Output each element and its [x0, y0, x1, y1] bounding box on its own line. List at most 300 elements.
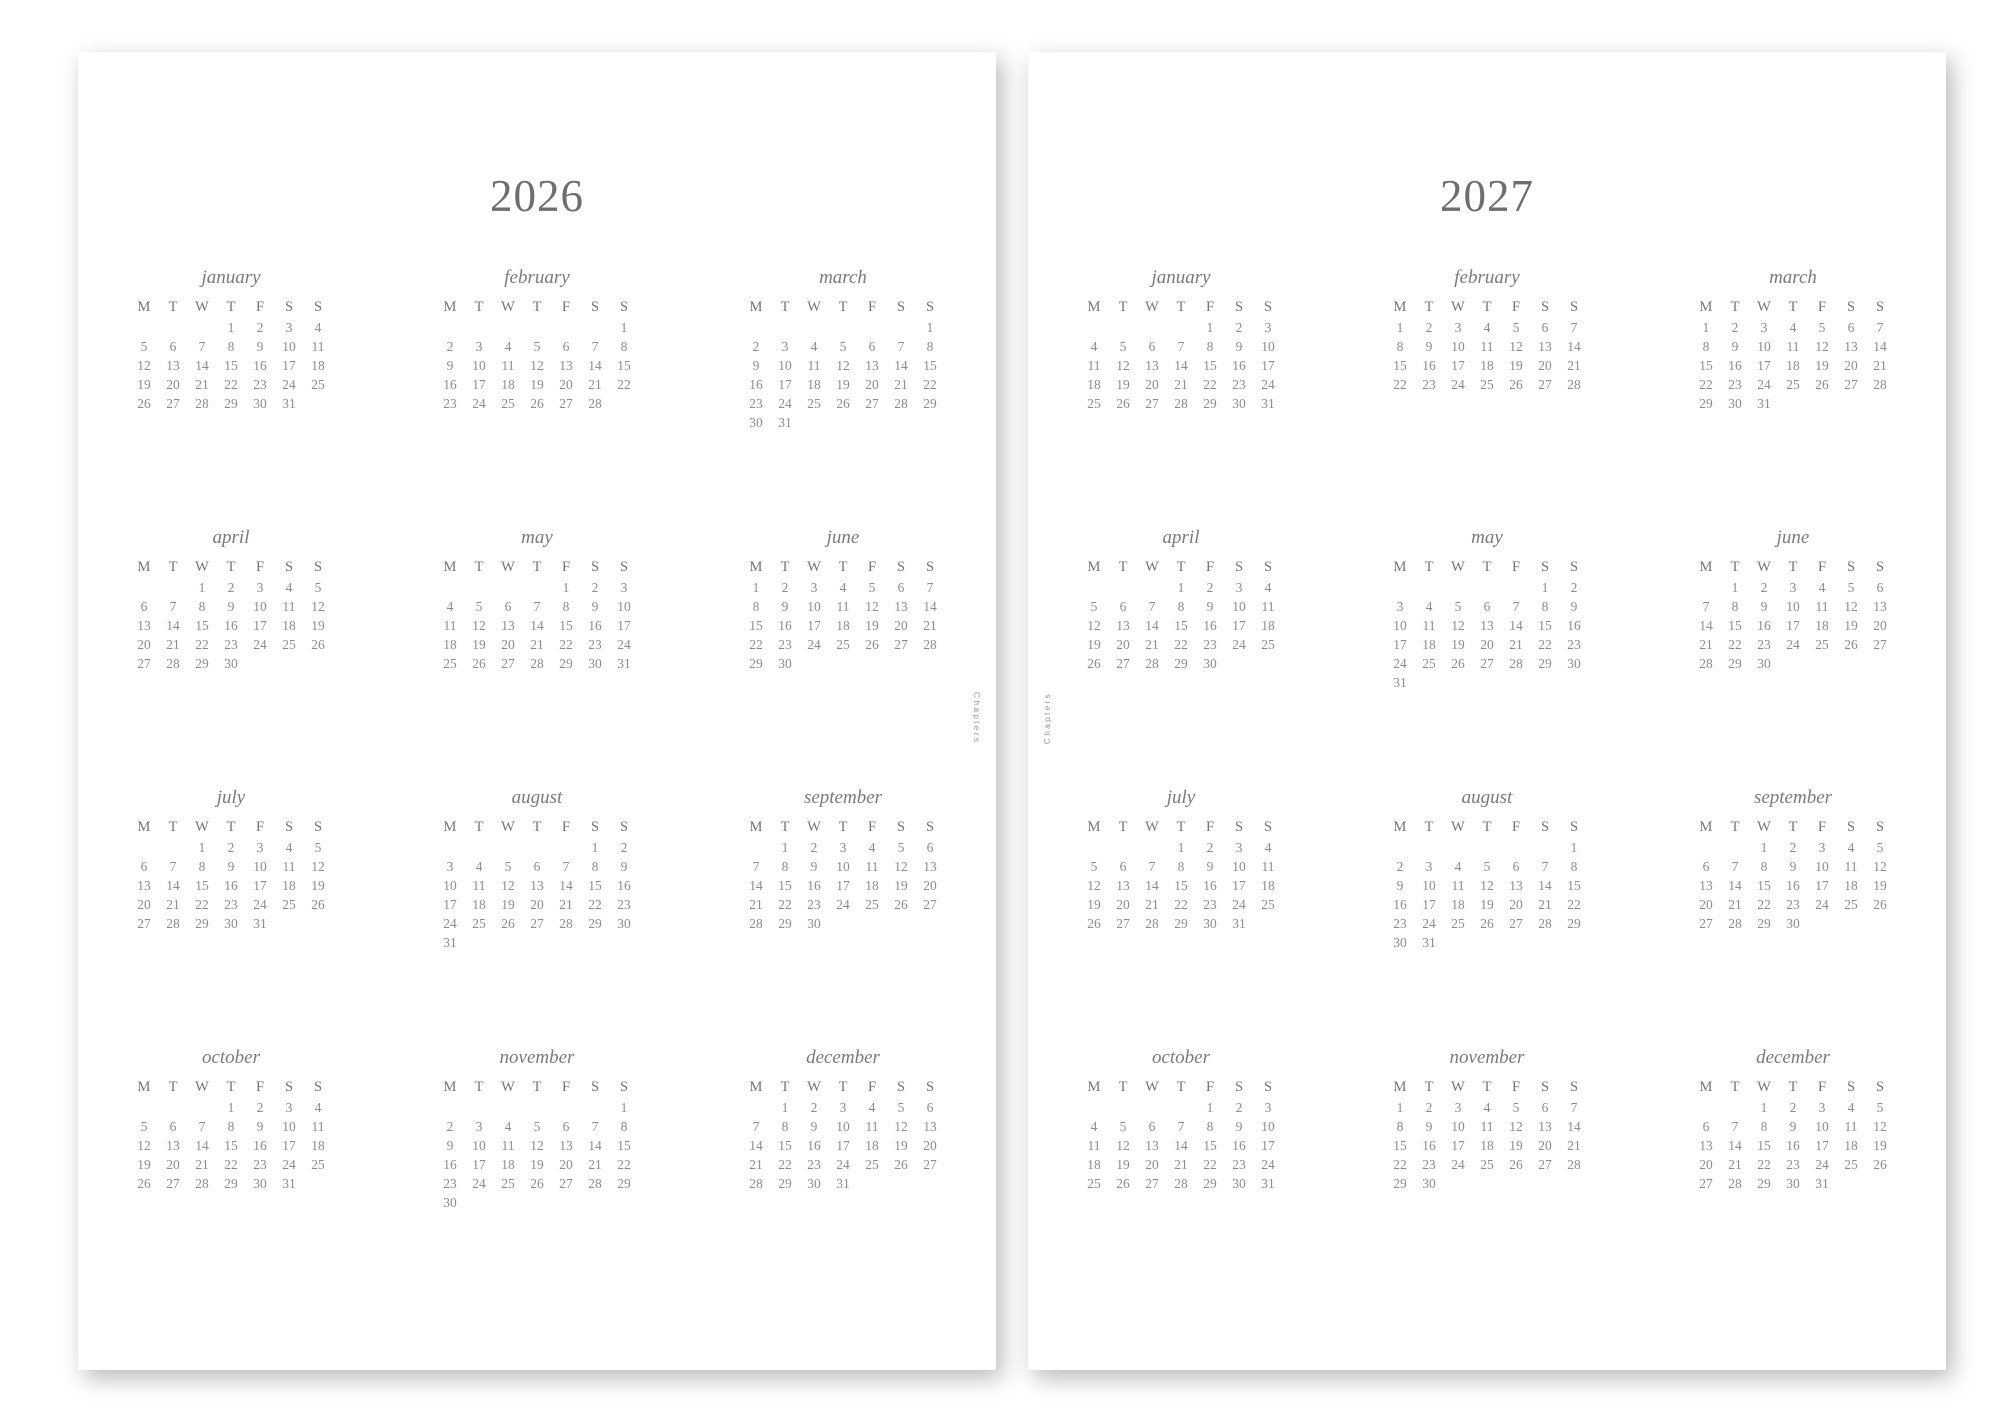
day-cell[interactable]: 16 [588, 618, 602, 633]
day-cell[interactable]: 16 [1728, 358, 1742, 373]
day-cell[interactable]: 1 [781, 840, 789, 855]
day-cell[interactable]: 14 [749, 878, 763, 893]
day-cell[interactable]: 7 [1731, 859, 1739, 874]
day-cell[interactable]: 4 [1483, 320, 1491, 335]
day-cell[interactable]: 4 [1264, 580, 1272, 595]
day-cell[interactable]: 1 [562, 580, 570, 595]
day-cell[interactable]: 7 [198, 339, 206, 354]
day-cell[interactable]: 1 [1177, 580, 1185, 595]
day-cell[interactable]: 1 [1570, 840, 1578, 855]
day-cell[interactable]: 16 [253, 1138, 267, 1153]
day-cell[interactable]: 19 [472, 637, 486, 652]
day-cell[interactable]: 19 [1873, 878, 1887, 893]
day-cell[interactable]: 21 [1509, 637, 1523, 652]
day-cell[interactable]: 9 [1425, 1119, 1433, 1134]
day-cell[interactable]: 30 [807, 916, 821, 931]
day-cell[interactable]: 24 [1815, 1157, 1829, 1172]
day-cell[interactable]: 28 [749, 916, 763, 931]
day-cell[interactable]: 29 [1728, 656, 1742, 671]
day-cell[interactable]: 14 [588, 358, 602, 373]
day-cell[interactable]: 30 [253, 396, 267, 411]
day-cell[interactable]: 28 [588, 1176, 602, 1191]
day-cell[interactable]: 23 [1786, 1157, 1800, 1172]
day-cell[interactable]: 28 [1538, 916, 1552, 931]
day-cell[interactable]: 21 [530, 637, 544, 652]
day-cell[interactable]: 22 [195, 637, 209, 652]
day-cell[interactable]: 18 [1451, 897, 1465, 912]
day-cell[interactable]: 5 [140, 339, 148, 354]
day-cell[interactable]: 1 [198, 840, 206, 855]
day-cell[interactable]: 30 [778, 656, 792, 671]
day-cell[interactable]: 17 [1393, 637, 1407, 652]
day-cell[interactable]: 8 [1177, 599, 1185, 614]
day-cell[interactable]: 27 [166, 396, 180, 411]
day-cell[interactable]: 13 [1509, 878, 1523, 893]
day-cell[interactable]: 15 [617, 358, 631, 373]
day-cell[interactable]: 16 [1232, 1138, 1246, 1153]
day-cell[interactable]: 9 [256, 339, 264, 354]
day-cell[interactable]: 5 [868, 580, 876, 595]
day-cell[interactable]: 12 [1509, 1119, 1523, 1134]
day-cell[interactable]: 9 [227, 859, 235, 874]
day-cell[interactable]: 30 [253, 1176, 267, 1191]
day-cell[interactable]: 17 [1786, 618, 1800, 633]
day-cell[interactable]: 15 [1174, 878, 1188, 893]
day-cell[interactable]: 2 [591, 580, 599, 595]
day-cell[interactable]: 28 [1174, 396, 1188, 411]
day-cell[interactable]: 20 [1480, 637, 1494, 652]
day-cell[interactable]: 16 [1786, 1138, 1800, 1153]
day-cell[interactable]: 11 [311, 1119, 325, 1134]
day-cell[interactable]: 18 [443, 637, 457, 652]
day-cell[interactable]: 7 [198, 1119, 206, 1134]
day-cell[interactable]: 18 [501, 1157, 515, 1172]
day-cell[interactable]: 17 [1815, 878, 1829, 893]
day-cell[interactable]: 22 [559, 637, 573, 652]
day-cell[interactable]: 1 [1396, 320, 1404, 335]
day-cell[interactable]: 19 [1480, 897, 1494, 912]
day-cell[interactable]: 21 [1728, 1157, 1742, 1172]
day-cell[interactable]: 26 [530, 1176, 544, 1191]
day-cell[interactable]: 9 [227, 599, 235, 614]
day-cell[interactable]: 4 [1818, 580, 1826, 595]
day-cell[interactable]: 15 [1728, 618, 1742, 633]
day-cell[interactable]: 28 [1728, 916, 1742, 931]
day-cell[interactable]: 30 [617, 916, 631, 931]
day-cell[interactable]: 24 [1451, 377, 1465, 392]
day-cell[interactable]: 21 [1567, 358, 1581, 373]
day-cell[interactable]: 19 [501, 897, 515, 912]
day-cell[interactable]: 7 [1876, 320, 1884, 335]
day-cell[interactable]: 10 [1786, 599, 1800, 614]
day-cell[interactable]: 19 [1451, 637, 1465, 652]
day-cell[interactable]: 31 [1261, 396, 1275, 411]
day-cell[interactable]: 12 [530, 358, 544, 373]
day-cell[interactable]: 27 [1699, 916, 1713, 931]
day-cell[interactable]: 3 [839, 840, 847, 855]
day-cell[interactable]: 8 [781, 1119, 789, 1134]
day-cell[interactable]: 14 [749, 1138, 763, 1153]
day-cell[interactable]: 2 [1206, 840, 1214, 855]
day-cell[interactable]: 14 [195, 1138, 209, 1153]
day-cell[interactable]: 6 [1483, 599, 1491, 614]
day-cell[interactable]: 21 [1728, 897, 1742, 912]
day-cell[interactable]: 18 [1480, 358, 1494, 373]
day-cell[interactable]: 27 [894, 637, 908, 652]
day-cell[interactable]: 2 [1760, 580, 1768, 595]
day-cell[interactable]: 13 [166, 358, 180, 373]
day-cell[interactable]: 11 [472, 878, 486, 893]
day-cell[interactable]: 5 [1512, 320, 1520, 335]
day-cell[interactable]: 10 [778, 358, 792, 373]
day-cell[interactable]: 6 [1148, 1119, 1156, 1134]
day-cell[interactable]: 20 [166, 1157, 180, 1172]
day-cell[interactable]: 4 [475, 859, 483, 874]
day-cell[interactable]: 21 [1699, 637, 1713, 652]
day-cell[interactable]: 5 [1512, 1100, 1520, 1115]
day-cell[interactable]: 8 [198, 599, 206, 614]
day-cell[interactable]: 19 [1509, 1138, 1523, 1153]
day-cell[interactable]: 10 [282, 1119, 296, 1134]
day-cell[interactable]: 19 [530, 1157, 544, 1172]
day-cell[interactable]: 6 [1512, 859, 1520, 874]
day-cell[interactable]: 20 [1145, 377, 1159, 392]
day-cell[interactable]: 20 [559, 377, 573, 392]
day-cell[interactable]: 30 [1786, 1176, 1800, 1191]
day-cell[interactable]: 27 [923, 897, 937, 912]
day-cell[interactable]: 9 [1731, 339, 1739, 354]
day-cell[interactable]: 17 [1261, 358, 1275, 373]
day-cell[interactable]: 8 [562, 599, 570, 614]
day-cell[interactable]: 23 [443, 396, 457, 411]
day-cell[interactable]: 12 [1087, 618, 1101, 633]
day-cell[interactable]: 2 [1206, 580, 1214, 595]
day-cell[interactable]: 31 [253, 916, 267, 931]
day-cell[interactable]: 6 [504, 599, 512, 614]
day-cell[interactable]: 11 [1087, 358, 1101, 373]
day-cell[interactable]: 14 [894, 358, 908, 373]
day-cell[interactable]: 29 [1203, 1176, 1217, 1191]
day-cell[interactable]: 12 [311, 599, 325, 614]
day-cell[interactable]: 2 [1396, 859, 1404, 874]
day-cell[interactable]: 13 [865, 358, 879, 373]
day-cell[interactable]: 13 [1538, 1119, 1552, 1134]
day-cell[interactable]: 25 [311, 1157, 325, 1172]
day-cell[interactable]: 24 [253, 637, 267, 652]
day-cell[interactable]: 20 [559, 1157, 573, 1172]
day-cell[interactable]: 27 [137, 656, 151, 671]
day-cell[interactable]: 31 [836, 1176, 850, 1191]
day-cell[interactable]: 5 [1090, 599, 1098, 614]
day-cell[interactable]: 7 [169, 859, 177, 874]
day-cell[interactable]: 16 [1567, 618, 1581, 633]
day-cell[interactable]: 7 [1177, 1119, 1185, 1134]
day-cell[interactable]: 25 [1422, 656, 1436, 671]
day-cell[interactable]: 1 [926, 320, 934, 335]
day-cell[interactable]: 15 [559, 618, 573, 633]
day-cell[interactable]: 28 [1145, 656, 1159, 671]
day-cell[interactable]: 7 [1177, 339, 1185, 354]
day-cell[interactable]: 12 [1844, 599, 1858, 614]
day-cell[interactable]: 1 [1760, 840, 1768, 855]
day-cell[interactable]: 7 [169, 599, 177, 614]
day-cell[interactable]: 30 [1232, 396, 1246, 411]
day-cell[interactable]: 25 [836, 637, 850, 652]
day-cell[interactable]: 24 [1815, 897, 1829, 912]
day-cell[interactable]: 4 [1847, 840, 1855, 855]
day-cell[interactable]: 29 [923, 396, 937, 411]
day-cell[interactable]: 5 [897, 840, 905, 855]
day-cell[interactable]: 19 [1844, 618, 1858, 633]
day-cell[interactable]: 22 [617, 377, 631, 392]
day-cell[interactable]: 25 [1844, 1157, 1858, 1172]
day-cell[interactable]: 19 [865, 618, 879, 633]
day-cell[interactable]: 23 [588, 637, 602, 652]
day-cell[interactable]: 13 [1116, 878, 1130, 893]
day-cell[interactable]: 8 [620, 1119, 628, 1134]
day-cell[interactable]: 26 [1873, 897, 1887, 912]
day-cell[interactable]: 27 [137, 916, 151, 931]
day-cell[interactable]: 8 [1731, 599, 1739, 614]
day-cell[interactable]: 27 [1844, 377, 1858, 392]
day-cell[interactable]: 1 [1541, 580, 1549, 595]
day-cell[interactable]: 18 [1261, 618, 1275, 633]
day-cell[interactable]: 14 [166, 618, 180, 633]
day-cell[interactable]: 27 [559, 396, 573, 411]
day-cell[interactable]: 6 [169, 1119, 177, 1134]
day-cell[interactable]: 19 [1116, 1157, 1130, 1172]
day-cell[interactable]: 9 [1789, 1119, 1797, 1134]
day-cell[interactable]: 16 [1203, 618, 1217, 633]
day-cell[interactable]: 22 [778, 897, 792, 912]
day-cell[interactable]: 6 [1119, 599, 1127, 614]
day-cell[interactable]: 19 [1873, 1138, 1887, 1153]
day-cell[interactable]: 29 [1567, 916, 1581, 931]
day-cell[interactable]: 5 [314, 580, 322, 595]
day-cell[interactable]: 22 [923, 377, 937, 392]
day-cell[interactable]: 9 [591, 599, 599, 614]
day-cell[interactable]: 4 [1454, 859, 1462, 874]
day-cell[interactable]: 28 [588, 396, 602, 411]
day-cell[interactable]: 23 [1203, 897, 1217, 912]
day-cell[interactable]: 13 [1538, 339, 1552, 354]
day-cell[interactable]: 14 [1873, 339, 1887, 354]
day-cell[interactable]: 16 [807, 878, 821, 893]
day-cell[interactable]: 25 [1087, 1176, 1101, 1191]
day-cell[interactable]: 21 [1873, 358, 1887, 373]
day-cell[interactable]: 24 [472, 1176, 486, 1191]
day-cell[interactable]: 7 [1570, 320, 1578, 335]
day-cell[interactable]: 17 [443, 897, 457, 912]
day-cell[interactable]: 25 [1261, 637, 1275, 652]
day-cell[interactable]: 14 [1509, 618, 1523, 633]
day-cell[interactable]: 18 [282, 878, 296, 893]
day-cell[interactable]: 21 [923, 618, 937, 633]
day-cell[interactable]: 18 [807, 377, 821, 392]
day-cell[interactable]: 9 [810, 859, 818, 874]
day-cell[interactable]: 21 [1174, 377, 1188, 392]
day-cell[interactable]: 15 [1757, 878, 1771, 893]
day-cell[interactable]: 31 [1757, 396, 1771, 411]
day-cell[interactable]: 8 [227, 1119, 235, 1134]
day-cell[interactable]: 12 [1480, 878, 1494, 893]
day-cell[interactable]: 18 [1815, 618, 1829, 633]
day-cell[interactable]: 30 [1786, 916, 1800, 931]
day-cell[interactable]: 24 [1232, 637, 1246, 652]
day-cell[interactable]: 31 [778, 415, 792, 430]
day-cell[interactable]: 10 [836, 1119, 850, 1134]
day-cell[interactable]: 5 [504, 859, 512, 874]
day-cell[interactable]: 9 [781, 599, 789, 614]
day-cell[interactable]: 3 [256, 840, 264, 855]
day-cell[interactable]: 14 [1174, 1138, 1188, 1153]
day-cell[interactable]: 25 [1451, 916, 1465, 931]
day-cell[interactable]: 21 [1145, 897, 1159, 912]
day-cell[interactable]: 9 [752, 358, 760, 373]
day-cell[interactable]: 12 [1815, 339, 1829, 354]
day-cell[interactable]: 4 [285, 580, 293, 595]
day-cell[interactable]: 28 [1873, 377, 1887, 392]
day-cell[interactable]: 22 [749, 637, 763, 652]
day-cell[interactable]: 4 [1483, 1100, 1491, 1115]
day-cell[interactable]: 2 [1235, 1100, 1243, 1115]
day-cell[interactable]: 4 [810, 339, 818, 354]
day-cell[interactable]: 2 [620, 840, 628, 855]
day-cell[interactable]: 11 [836, 599, 850, 614]
day-cell[interactable]: 12 [894, 859, 908, 874]
day-cell[interactable]: 25 [501, 396, 515, 411]
day-cell[interactable]: 1 [620, 320, 628, 335]
day-cell[interactable]: 23 [443, 1176, 457, 1191]
day-cell[interactable]: 28 [1567, 1157, 1581, 1172]
day-cell[interactable]: 3 [1818, 840, 1826, 855]
day-cell[interactable]: 27 [1699, 1176, 1713, 1191]
day-cell[interactable]: 25 [282, 897, 296, 912]
day-cell[interactable]: 20 [1538, 358, 1552, 373]
day-cell[interactable]: 15 [195, 878, 209, 893]
day-cell[interactable]: 10 [1261, 339, 1275, 354]
day-cell[interactable]: 18 [311, 1138, 325, 1153]
day-cell[interactable]: 19 [137, 1157, 151, 1172]
day-cell[interactable]: 2 [1570, 580, 1578, 595]
day-cell[interactable]: 19 [1815, 358, 1829, 373]
day-cell[interactable]: 8 [1177, 859, 1185, 874]
day-cell[interactable]: 21 [749, 897, 763, 912]
day-cell[interactable]: 14 [923, 599, 937, 614]
day-cell[interactable]: 23 [807, 1157, 821, 1172]
day-cell[interactable]: 6 [1847, 320, 1855, 335]
day-cell[interactable]: 18 [472, 897, 486, 912]
day-cell[interactable]: 16 [443, 1157, 457, 1172]
day-cell[interactable]: 22 [224, 1157, 238, 1172]
day-cell[interactable]: 1 [1702, 320, 1710, 335]
day-cell[interactable]: 30 [1757, 656, 1771, 671]
day-cell[interactable]: 12 [865, 599, 879, 614]
day-cell[interactable]: 7 [1148, 859, 1156, 874]
day-cell[interactable]: 20 [137, 897, 151, 912]
day-cell[interactable]: 27 [1538, 377, 1552, 392]
day-cell[interactable]: 7 [533, 599, 541, 614]
day-cell[interactable]: 10 [1815, 859, 1829, 874]
day-cell[interactable]: 17 [1232, 618, 1246, 633]
day-cell[interactable]: 21 [1567, 1138, 1581, 1153]
day-cell[interactable]: 30 [1422, 1176, 1436, 1191]
day-cell[interactable]: 6 [897, 580, 905, 595]
day-cell[interactable]: 21 [166, 637, 180, 652]
day-cell[interactable]: 13 [559, 1138, 573, 1153]
day-cell[interactable]: 26 [1116, 1176, 1130, 1191]
day-cell[interactable]: 7 [591, 339, 599, 354]
day-cell[interactable]: 25 [1261, 897, 1275, 912]
day-cell[interactable]: 7 [591, 1119, 599, 1134]
day-cell[interactable]: 12 [1087, 878, 1101, 893]
day-cell[interactable]: 13 [559, 358, 573, 373]
day-cell[interactable]: 23 [224, 897, 238, 912]
day-cell[interactable]: 30 [1203, 656, 1217, 671]
day-cell[interactable]: 23 [1232, 377, 1246, 392]
day-cell[interactable]: 20 [923, 1138, 937, 1153]
day-cell[interactable]: 15 [1757, 1138, 1771, 1153]
day-cell[interactable]: 2 [1425, 1100, 1433, 1115]
day-cell[interactable]: 22 [1699, 377, 1713, 392]
day-cell[interactable]: 24 [778, 396, 792, 411]
day-cell[interactable]: 31 [1232, 916, 1246, 931]
day-cell[interactable]: 16 [1393, 897, 1407, 912]
day-cell[interactable]: 16 [224, 878, 238, 893]
day-cell[interactable]: 14 [195, 358, 209, 373]
day-cell[interactable]: 11 [1844, 859, 1858, 874]
day-cell[interactable]: 2 [810, 1100, 818, 1115]
day-cell[interactable]: 5 [1818, 320, 1826, 335]
day-cell[interactable]: 26 [1480, 916, 1494, 931]
day-cell[interactable]: 9 [1570, 599, 1578, 614]
day-cell[interactable]: 15 [617, 1138, 631, 1153]
day-cell[interactable]: 16 [778, 618, 792, 633]
day-cell[interactable]: 16 [1422, 358, 1436, 373]
day-cell[interactable]: 2 [227, 580, 235, 595]
day-cell[interactable]: 22 [1393, 377, 1407, 392]
day-cell[interactable]: 25 [1480, 377, 1494, 392]
day-cell[interactable]: 14 [1174, 358, 1188, 373]
day-cell[interactable]: 3 [1454, 1100, 1462, 1115]
day-cell[interactable]: 19 [836, 377, 850, 392]
day-cell[interactable]: 26 [311, 897, 325, 912]
day-cell[interactable]: 16 [443, 377, 457, 392]
day-cell[interactable]: 13 [137, 618, 151, 633]
day-cell[interactable]: 11 [1786, 339, 1800, 354]
day-cell[interactable]: 25 [865, 897, 879, 912]
day-cell[interactable]: 16 [1786, 878, 1800, 893]
day-cell[interactable]: 2 [752, 339, 760, 354]
day-cell[interactable]: 19 [894, 878, 908, 893]
day-cell[interactable]: 9 [446, 358, 454, 373]
day-cell[interactable]: 3 [1789, 580, 1797, 595]
day-cell[interactable]: 11 [311, 339, 325, 354]
day-cell[interactable]: 8 [752, 599, 760, 614]
day-cell[interactable]: 27 [1509, 916, 1523, 931]
day-cell[interactable]: 29 [1699, 396, 1713, 411]
day-cell[interactable]: 19 [137, 377, 151, 392]
day-cell[interactable]: 10 [253, 859, 267, 874]
day-cell[interactable]: 23 [1422, 377, 1436, 392]
day-cell[interactable]: 10 [836, 859, 850, 874]
day-cell[interactable]: 1 [1760, 1100, 1768, 1115]
day-cell[interactable]: 3 [1425, 859, 1433, 874]
day-cell[interactable]: 9 [446, 1138, 454, 1153]
day-cell[interactable]: 8 [1206, 339, 1214, 354]
day-cell[interactable]: 13 [1844, 339, 1858, 354]
day-cell[interactable]: 24 [1757, 377, 1771, 392]
